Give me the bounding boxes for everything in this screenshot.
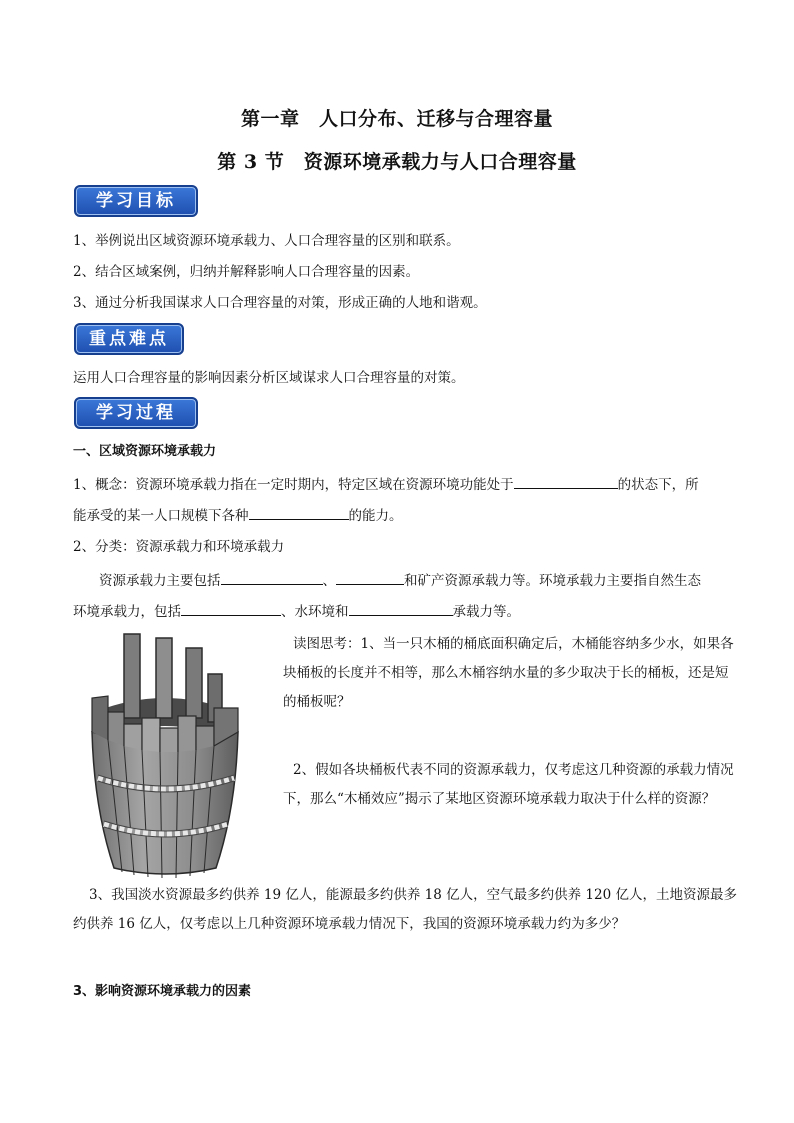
blank-field[interactable]	[349, 601, 453, 616]
classification-line: 2、分类：资源承载力和环境承载力	[73, 539, 285, 555]
blank-field[interactable]	[181, 601, 281, 616]
section-heading: 一、区域资源环境承载力	[73, 444, 217, 459]
concept-text-b: 的状态下，所	[617, 477, 699, 493]
subheading-factors: 3、影响资源环境承载力的因素	[73, 984, 252, 999]
question-1: 读图思考：1、当一只木桶的桶底面积确定后，木桶能容纳多少水，如果各块桶板的长度并不相等，那么木桶容纳水量的多少取决于长的桶板，还是短的桶板呢？	[283, 636, 734, 710]
blank-field[interactable]	[221, 570, 323, 585]
concept-text-c: 能承受的某一人口规模下各种	[73, 508, 249, 524]
resource-text-a: 资源承载力主要包括	[99, 573, 221, 589]
blank-field[interactable]	[336, 570, 404, 585]
objective-2: 2、结合区域案例，归纳并解释影响人口合理容量的因素。	[73, 264, 420, 280]
key-point-text: 运用人口合理容量的影响因素分析区域谋求人口合理容量的对策。	[73, 370, 465, 386]
concept-line-2	[73, 505, 403, 525]
resource-text-c: 和矿产资源承载力等。环境承载力主要指自然生态	[404, 573, 701, 589]
concept-line-1	[73, 474, 699, 494]
objective-3: 3、通过分析我国谋求人口合理容量的对策，形成正确的人地和谐观。	[73, 295, 487, 311]
environment-line	[73, 601, 520, 621]
objectives-badge: 学习目标	[74, 185, 198, 217]
environment-text-a: 环境承载力，包括	[73, 604, 181, 620]
question-2: 2、假如各块桶板代表不同的资源承载力，仅考虑这几种资源的承载力情况下，那么“木桶效应”揭示了某地区资源环境承载力取决于什么样的资源？	[283, 762, 734, 807]
blank-field[interactable]	[514, 474, 618, 489]
objective-1: 1、举例说出区域资源环境承载力、人口合理容量的区别和联系。	[73, 233, 460, 249]
environment-text-b: 、水环境和	[281, 604, 349, 620]
concept-text-d: 的能力。	[348, 508, 403, 524]
process-badge: 学习过程	[74, 397, 198, 429]
question-3: 3、我国淡水资源最多约供养 19 亿人，能源最多约供养 18 亿人，空气最多约供养 120 亿人，土地资源最多约供养 16 亿人，仅考虑以上几种资源环境承载力情况下，我国的资源环境承载力约为多少？	[73, 887, 737, 932]
blank-field[interactable]	[249, 505, 349, 520]
resource-text-b: 、	[322, 573, 336, 589]
resource-line	[99, 570, 701, 590]
environment-text-c: 承载力等。	[452, 604, 520, 620]
section-title: 第 3 节 资源环境承载力与人口合理容量	[217, 151, 577, 173]
wooden-bucket-illustration	[60, 628, 270, 880]
key-points-badge: 重点难点	[74, 323, 184, 355]
concept-text-a: 1、概念：资源环境承载力指在一定时期内，特定区域在资源环境功能处于	[73, 477, 514, 493]
chapter-title: 第一章 人口分布、迁移与合理容量	[240, 108, 553, 130]
